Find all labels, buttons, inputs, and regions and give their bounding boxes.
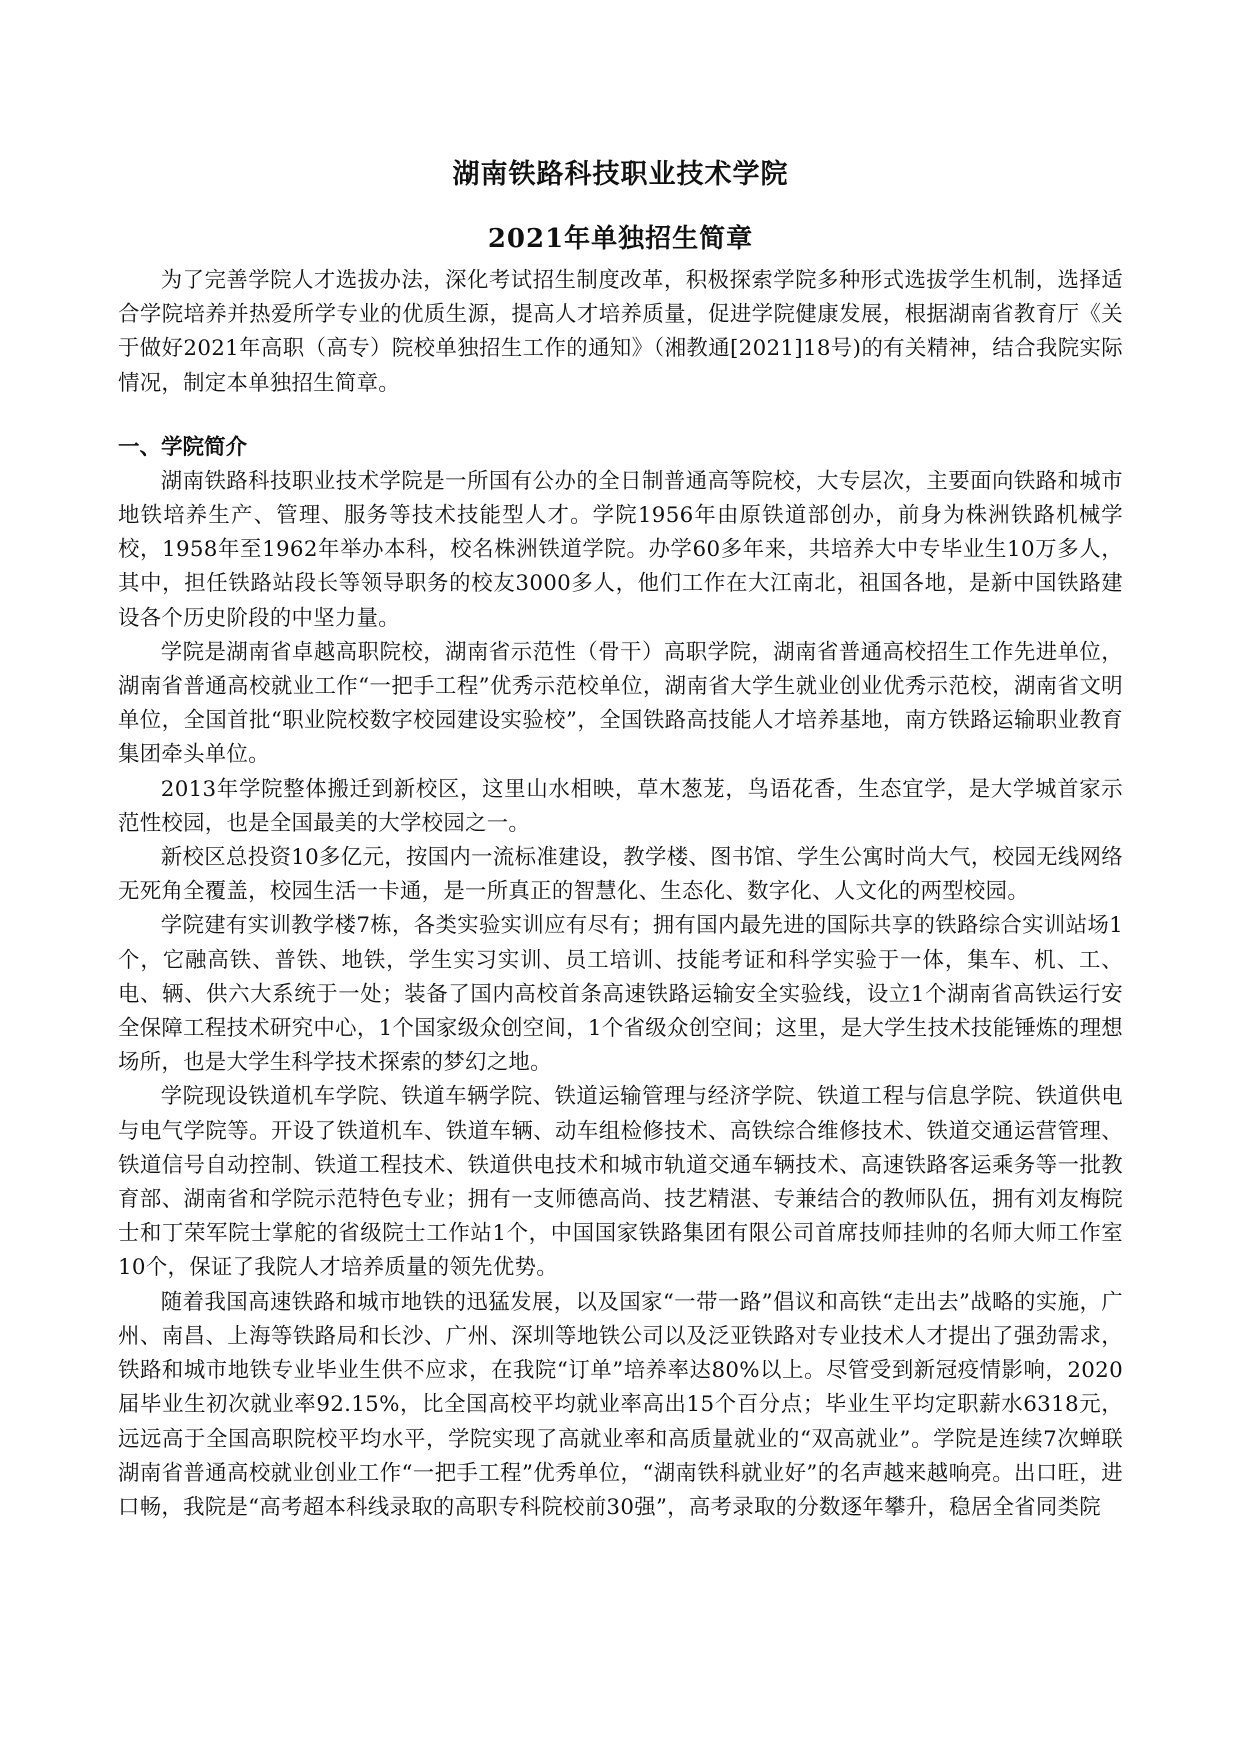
section-paragraph: 2013年学院整体搬迁到新校区，这里山水相映，草木葱茏，鸟语花香，生态宜学，是大学城首家示范性校园，也是全国最美的大学校园之一。 (118, 776, 1123, 836)
intro-paragraph: 为了完善学院人才选拔办法，深化考试招生制度改革，积极探索学院多种形式选拔学生机制，选择适合学院培养并热爱所学专业的优质生源，提高人才培养质量，促进学院健康发展，根据湖南省教育厅《关于做好2021年高职（高专）院校单独招生工作的通知》（湘教通[2021]18号)的有关精神，结合我院实际情况，制定本单独招生简章。 (118, 268, 1123, 396)
section-paragraph: 学院现设铁道机车学院、铁道车辆学院、铁道运输管理与经济学院、铁道工程与信息学院、铁道供电与电气学院等。开设了铁道机车、铁道车辆、动车组检修技术、高铁综合维修技术、铁道交通运营管理、铁道信号自动控制、铁道工程技术、铁道供电技术和城市轨道交通车辆技术、高速铁路客运乘务等一批教育部、湖南省和学院示范特色专业；拥有一支师德高尚、技艺精湛、专兼结合的教师队伍，拥有刘友梅院士和丁荣军院士掌舵的省级院士工作站1个，中国国家铁路集团有限公司首席技师挂帅的名师大师工作室10个，保证了我院人才培养质量的领先优势。 (118, 1084, 1123, 1281)
document-title: 湖南铁路科技职业技术学院 (452, 159, 789, 190)
section-paragraph: 湖南铁路科技职业技术学院是一所国有公办的全日制普通高等院校，大专层次，主要面向铁路和城市地铁培养生产、管理、服务等技术技能型人才。学院1956年由原铁道部创办，前身为株洲铁路机械学校，1958年至1962年举办本科，校名株洲铁道学院。办学60多年来，共培养大中专毕业生10万多人，其中，担任铁路站段长等领导职务的校友3000多人，他们工作在大江南北，祖国各地，是新中国铁路建设各个历史阶段的中坚力量。 (118, 468, 1123, 631)
section-paragraph: 随着我国高速铁路和城市地铁的迅猛发展，以及国家“一带一路”倡议和高铁“走出去”战略的实施，广州、南昌、上海等铁路局和长沙、广州、深圳等地铁公司以及泛亚铁路对专业技术人才提出了强劲需求，铁路和城市地铁专业毕业生供不应求，在我院“订单”培养率达80%以上。尽管受到新冠疫情影响，2020届毕业生初次就业率92.15%，比全国高校平均就业率高出15个百分点；毕业生平均定职薪水6318元，远远高于全国高职院校平均水平，学院实现了高就业率和高质量就业的“双高就业”。学院是连续7次蝉联湖南省普通高校就业创业工作“一把手工程”优秀单位，“湖南铁科就业好”的名声越来越响亮。出口旺，进口畅，我院是“高考超本科线录取的高职专科院校前30强”，高考录取的分数逐年攀升，稳居全省同类院 (118, 1289, 1123, 1520)
section-paragraph: 新校区总投资10多亿元，按国内一流标准建设，教学楼、图书馆、学生公寓时尚大气，校园无线网络无死角全覆盖，校园生活一卡通，是一所真正的智慧化、生态化、数字化、人文化的两型校园。 (118, 845, 1123, 905)
section-heading: 一、学院简介 (118, 434, 248, 460)
section-paragraph: 学院是湖南省卓越高职院校，湖南省示范性（骨干）高职学院，湖南省普通高校招生工作先进单位，湖南省普通高校就业工作“一把手工程”优秀示范校单位，湖南省大学生就业创业优秀示范校，湖南省文明单位，全国首批“职业院校数字校园建设实验校”，全国铁路高技能人才培养基地，南方铁路运输职业教育集团牵头单位。 (118, 639, 1123, 768)
document-subtitle: 2021年单独招生简章 (487, 224, 754, 254)
section-paragraph: 学院建有实训教学楼7栋，各类实验实训应有尽有；拥有国内最先进的国际共享的铁路综合实训站场1个，它融高铁、普铁、地铁，学生实习实训、员工培训、技能考证和科学实验于一体，集车、机、工、电、辆、供六大系统于一处；装备了国内高校首条高速铁路运输安全实验线，设立1个湖南省高铁运行安全保障工程技术研究中心，1个国家级众创空间，1个省级众创空间；这里，是大学生技术技能锤炼的理想场所，也是大学生科学技术探索的梦幻之地。 (118, 913, 1123, 1076)
